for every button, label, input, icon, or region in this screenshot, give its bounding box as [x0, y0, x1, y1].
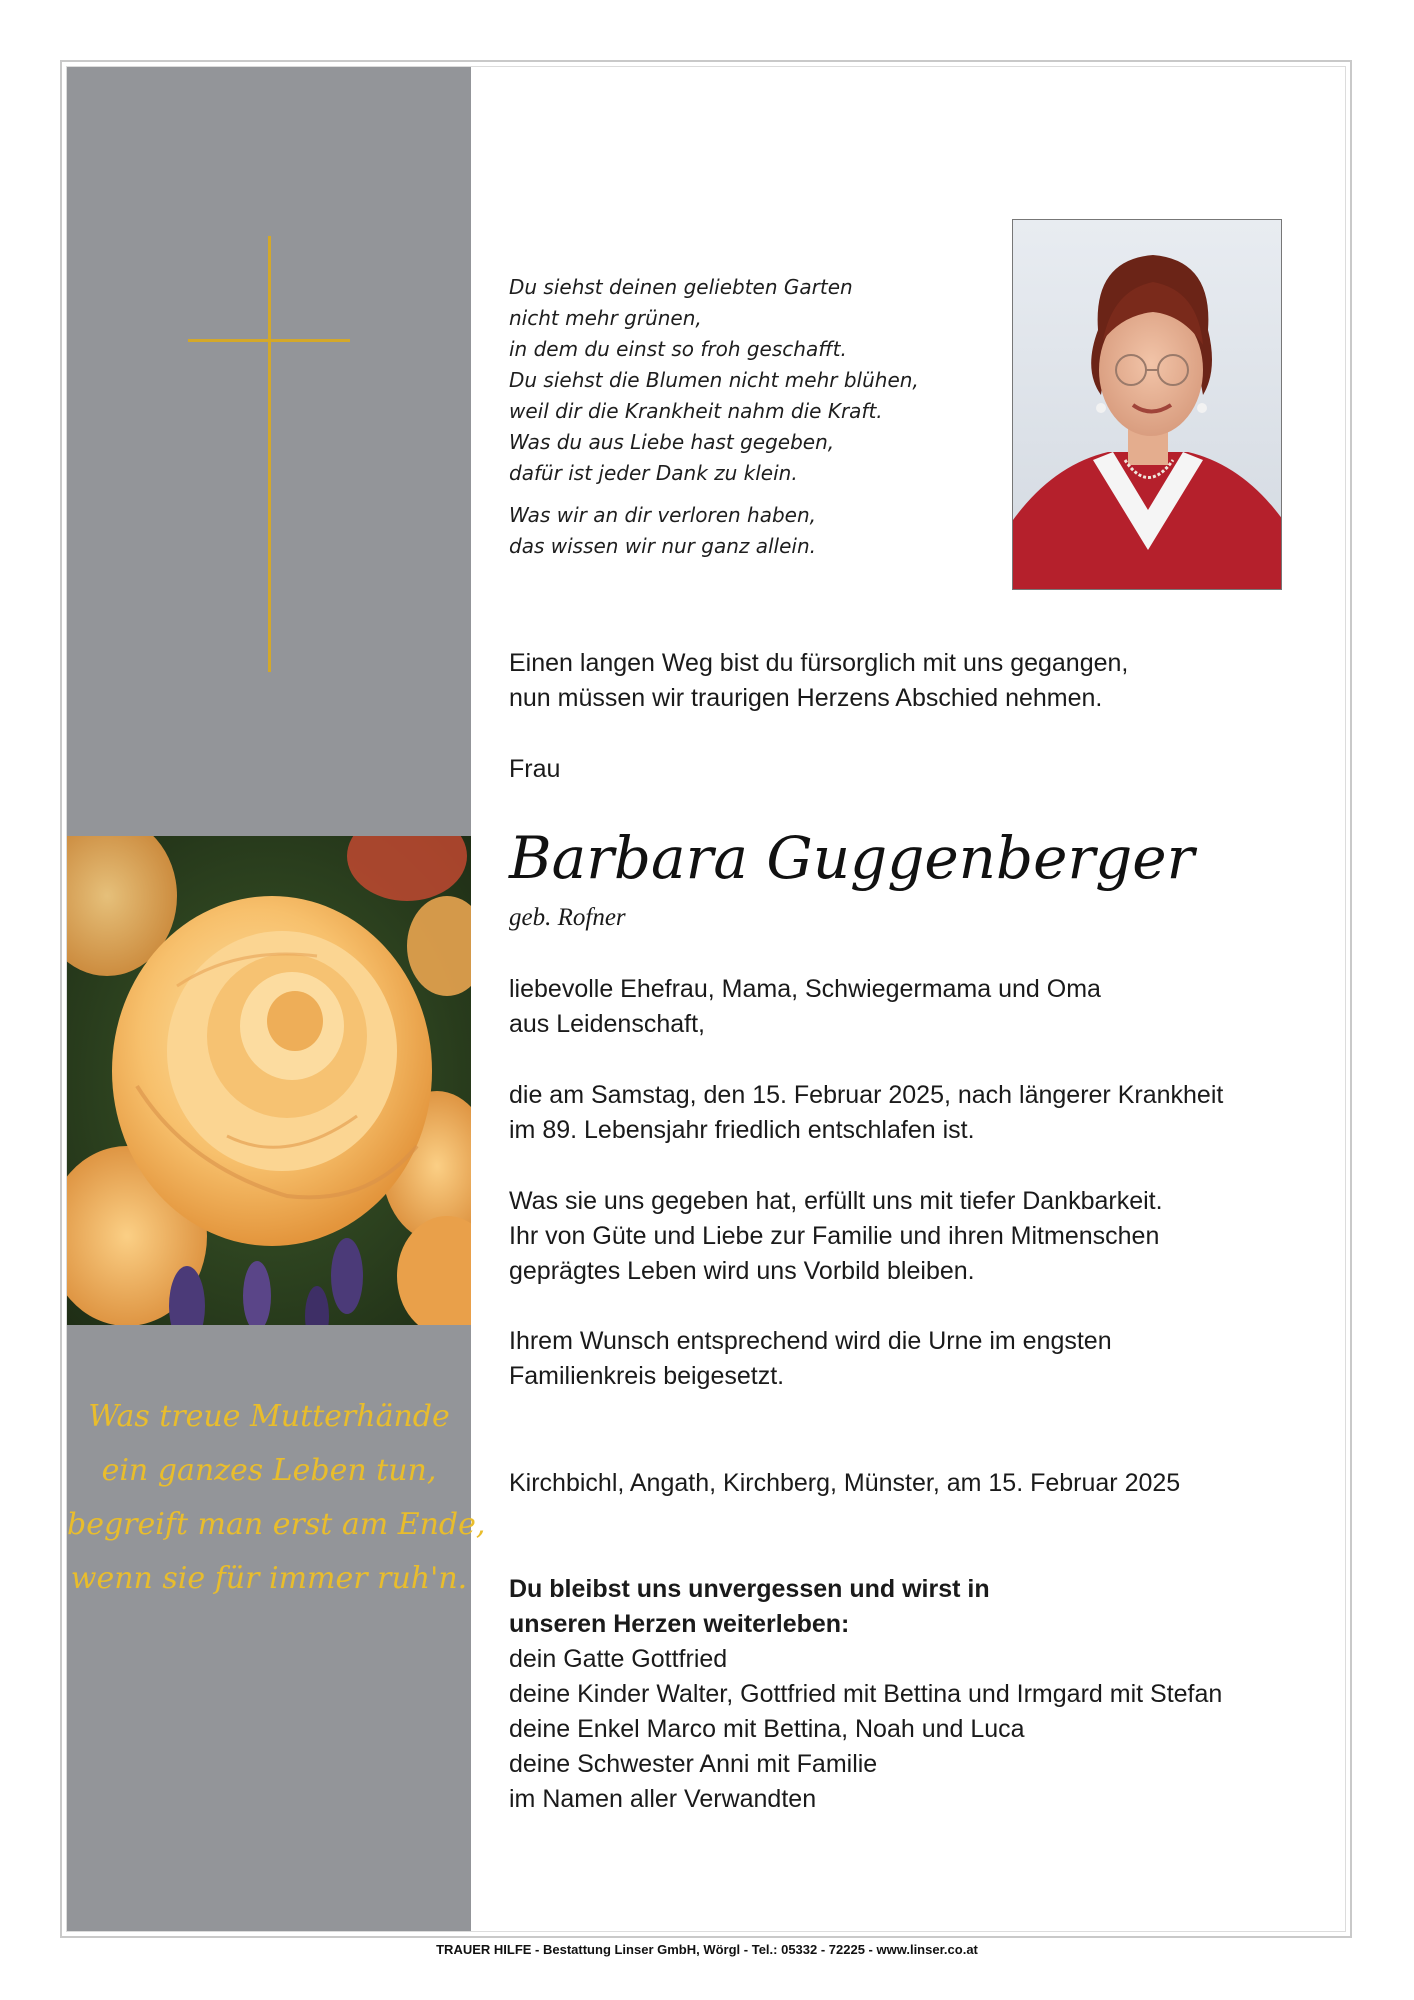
closing-heading-line: unseren Herzen weiterleben: — [509, 1610, 850, 1638]
intro-line: Einen langen Weg bist du fürsorglich mit uns gegangen, — [509, 649, 1129, 677]
portrait-photo — [1012, 219, 1282, 590]
poem-line: Du siehst deinen geliebten Garten — [509, 275, 853, 299]
deceased-name: Barbara Guggenberger — [509, 824, 1195, 892]
description-line: liebevolle Ehefrau, Mama, Schwiegermama und Oma — [509, 975, 1101, 1003]
sidebar-verse-line: Was treue Mutterhände — [88, 1399, 450, 1434]
sidebar-verse-line: ein ganzes Leben tun, — [101, 1453, 437, 1488]
burial-text — [509, 1324, 1112, 1394]
poem-line: weil dir die Krankheit nahm die Kraft. — [509, 399, 883, 423]
poem — [509, 272, 989, 562]
death-notice-line: im 89. Lebensjahr friedlich entschlafen ist. — [509, 1116, 975, 1144]
death-notice — [509, 1078, 1223, 1148]
intro-text — [509, 646, 1128, 716]
description-line: aus Leidenschaft, — [509, 1010, 705, 1038]
poem-line: dafür ist jeder Dank zu klein. — [509, 461, 798, 485]
sidebar-verse — [67, 1390, 486, 1606]
poem-line: Was du aus Liebe hast gegeben, — [509, 430, 835, 454]
burial-line: Familienkreis beigesetzt. — [509, 1362, 785, 1390]
maiden-name: geb. Rofner — [509, 904, 626, 931]
rose-image — [67, 836, 471, 1325]
gratitude-line: Ihr von Güte und Liebe zur Familie und ihren Mitmenschen — [509, 1222, 1160, 1250]
mourner-line: deine Schwester Anni mit Familie — [509, 1750, 878, 1778]
poem-line: Was wir an dir verloren haben, — [509, 503, 817, 527]
cross-horizontal-bar — [188, 339, 350, 342]
poem-line: in dem du einst so froh geschafft. — [509, 337, 847, 361]
sidebar-verse-line: wenn sie für immer ruh'n. — [70, 1561, 468, 1596]
place-date: Kirchbichl, Angath, Kirchberg, Münster, am 15. Februar 2025 — [509, 1469, 1181, 1497]
poem-line: Du siehst die Blumen nicht mehr blühen, — [509, 368, 919, 392]
intro-line: nun müssen wir traurigen Herzens Abschied nehmen. — [509, 684, 1103, 712]
gratitude-line: geprägtes Leben wird uns Vorbild bleiben. — [509, 1257, 975, 1285]
mourner-line: deine Kinder Walter, Gottfried mit Bettina und Irmgard mit Stefan — [509, 1680, 1223, 1708]
sidebar-verse-line: begreift man erst am Ende, — [67, 1507, 486, 1542]
gratitude-text — [509, 1184, 1163, 1289]
mourner-line: dein Gatte Gottfried — [509, 1645, 728, 1673]
mourner-line: deine Enkel Marco mit Bettina, Noah und Luca — [509, 1715, 1025, 1743]
closing-section — [509, 1572, 1222, 1817]
mourner-line: im Namen aller Verwandten — [509, 1785, 817, 1813]
closing-heading-line: Du bleibst uns unvergessen und wirst in — [509, 1575, 990, 1603]
description-text — [509, 972, 1101, 1042]
burial-line: Ihrem Wunsch entsprechend wird die Urne im engsten — [509, 1327, 1112, 1355]
salutation: Frau — [509, 755, 561, 783]
death-notice-line: die am Samstag, den 15. Februar 2025, nach längerer Krankheit — [509, 1081, 1224, 1109]
footer-contact: TRAUER HILFE - Bestattung Linser GmbH, Wörgl - Tel.: 05332 - 72225 - www.linser.co.at — [436, 1942, 978, 1957]
gratitude-line: Was sie uns gegeben hat, erfüllt uns mit tiefer Dankbarkeit. — [509, 1187, 1163, 1215]
poem-line: das wissen wir nur ganz allein. — [509, 534, 816, 558]
cross-vertical-bar — [268, 236, 271, 672]
poem-line: nicht mehr grünen, — [509, 306, 702, 330]
